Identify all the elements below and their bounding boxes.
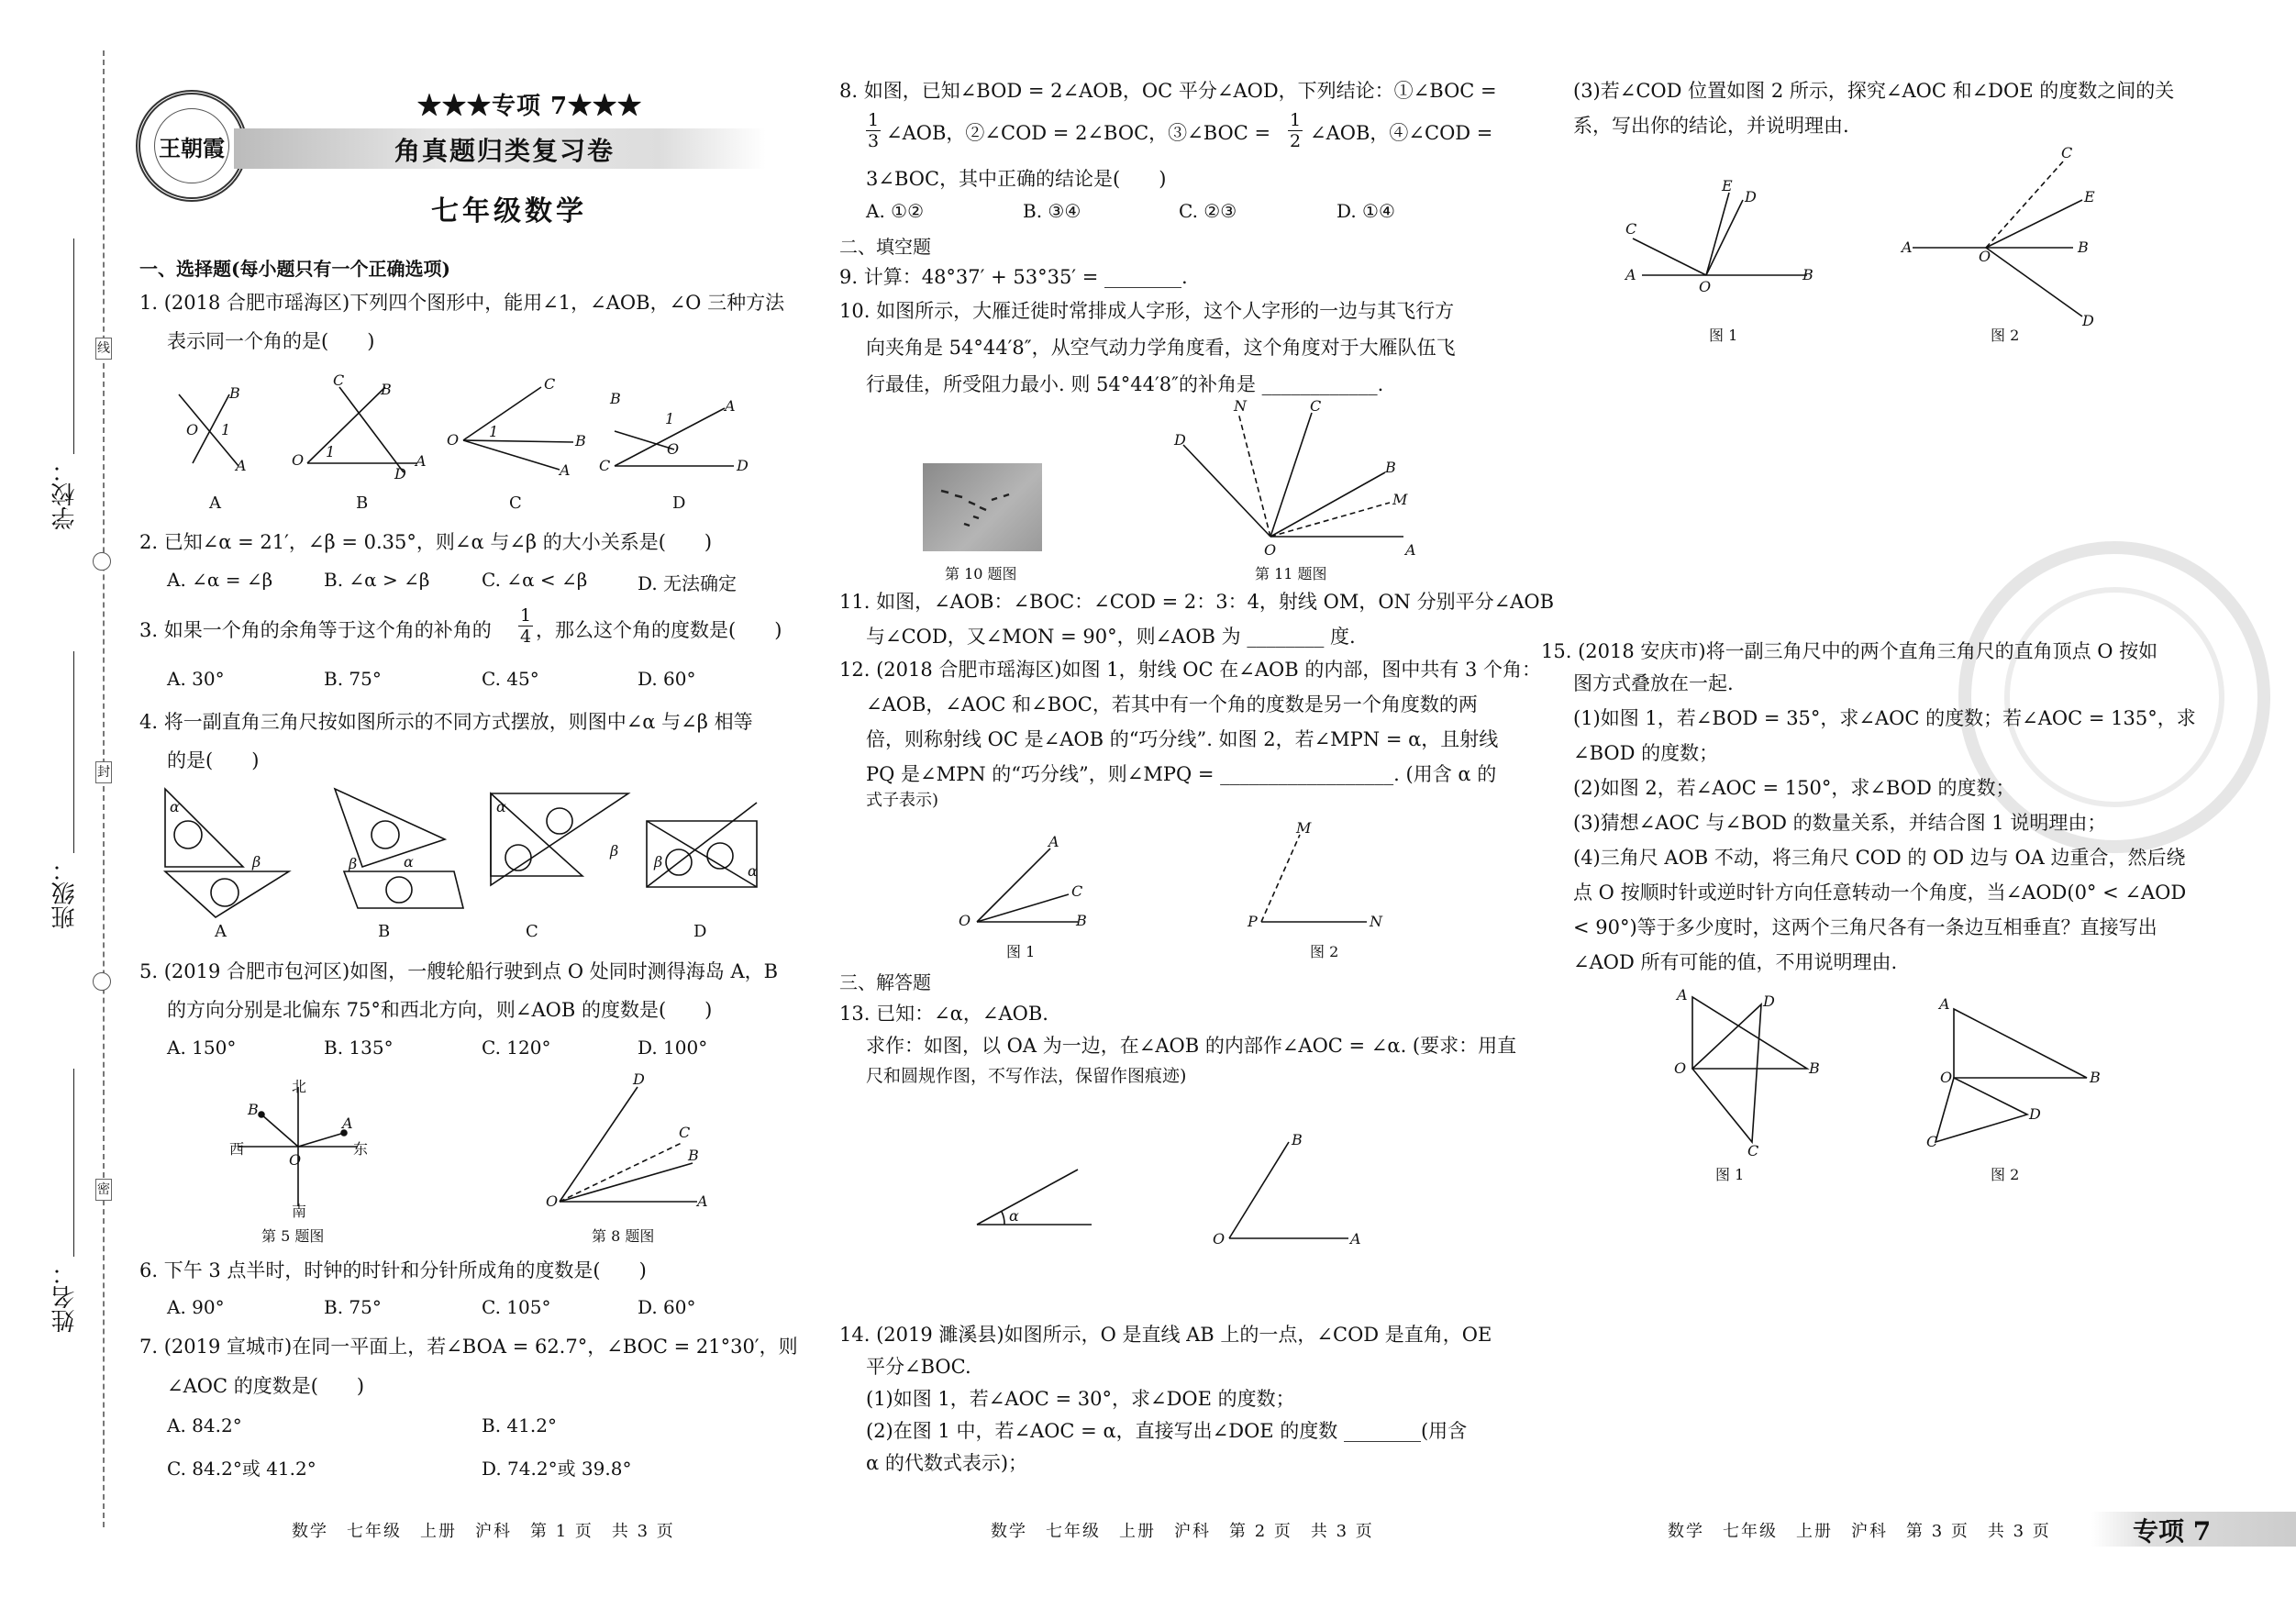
footer-page-1: 数学 七年级 上册 沪科 第 1 页 共 3 页 bbox=[292, 1522, 675, 1541]
name-line bbox=[73, 1069, 74, 1257]
svg-text:O: O bbox=[667, 440, 680, 458]
svg-text:C: C bbox=[544, 375, 556, 393]
q6-line1: 6. 下午 3 点半时，时钟的时针和分针所成角的度数是( ) bbox=[139, 1259, 647, 1281]
svg-text:O: O bbox=[289, 1151, 302, 1169]
svg-text:O: O bbox=[1940, 1069, 1953, 1086]
q1-label-c: C bbox=[509, 494, 522, 513]
footer-tag: 专项 7 bbox=[2133, 1516, 2212, 1547]
svg-text:A: A bbox=[236, 457, 247, 474]
q8-line2b: ∠AOB，④∠COD = bbox=[1310, 122, 1493, 144]
svg-text:1: 1 bbox=[326, 443, 336, 460]
q15-caption-2: 图 2 bbox=[1991, 1166, 2020, 1183]
page-subtitle: 七年级数学 bbox=[431, 195, 587, 227]
svg-text:N: N bbox=[1234, 397, 1247, 415]
svg-text:C: C bbox=[1310, 397, 1322, 415]
q1-label-a: A bbox=[209, 494, 221, 513]
svg-text:O: O bbox=[1264, 541, 1277, 559]
q12-caption-2: 图 2 bbox=[1310, 943, 1339, 960]
name-label: 姓名： bbox=[51, 1261, 79, 1333]
svg-text:B: B bbox=[1076, 912, 1087, 929]
svg-text:E: E bbox=[2084, 188, 2095, 205]
q4-figures bbox=[161, 784, 784, 922]
q3-fraction bbox=[518, 605, 533, 647]
svg-text:β: β bbox=[349, 855, 358, 872]
q10-line3: 行最佳，所受阻力最小. 则 54°44′8″的补角是 ____________. bbox=[866, 373, 1384, 395]
svg-text:O: O bbox=[1699, 278, 1712, 295]
q8-option-c: C. ②③ bbox=[1179, 200, 1237, 222]
q15-line6: (3)猜想∠AOC 与∠BOD 的数量关系，并结合图 1 说明理由； bbox=[1573, 812, 2107, 834]
q1-label-b: B bbox=[356, 494, 369, 513]
q7-option-c: C. 84.2°或 41.2° bbox=[167, 1458, 316, 1480]
q5-line2: 的方向分别是北偏东 75°和西北方向，则∠AOB 的度数是( ) bbox=[167, 999, 713, 1021]
q10-line1: 10. 如图所示，大雁迁徙时常排成人字形，这个人字形的一边与其飞行方 bbox=[839, 300, 1455, 322]
svg-text:B: B bbox=[610, 390, 621, 407]
q5-option-c: C. 120° bbox=[482, 1037, 551, 1059]
svg-text:C: C bbox=[2061, 144, 2073, 161]
q5-dir-east: 东 bbox=[353, 1140, 369, 1158]
q5-dir-north: 北 bbox=[292, 1078, 307, 1095]
section-choice: 一、选择题(每小题只有一个正确选项) bbox=[139, 258, 450, 280]
svg-text:α: α bbox=[170, 798, 180, 815]
class-label: 班级： bbox=[51, 858, 79, 929]
svg-text:β: β bbox=[654, 853, 663, 871]
svg-text:P: P bbox=[1248, 913, 1258, 930]
svg-text:β: β bbox=[610, 842, 619, 859]
series-label: ★★★专项 7★★★ bbox=[417, 93, 643, 120]
q4-line1: 4. 将一副直角三角尺按如图所示的不同方式摆放，则图中∠α 与∠β 相等 bbox=[139, 711, 753, 733]
svg-text:B: B bbox=[2090, 1069, 2101, 1086]
q8-line3: 3∠BOC，其中正确的结论是( ) bbox=[866, 168, 1167, 190]
svg-text:A: A bbox=[1350, 1230, 1361, 1248]
q3-line1b: ，那么这个角的度数是( ) bbox=[536, 619, 782, 641]
watermark-seal-inner bbox=[2004, 587, 2224, 807]
q8-option-d: D. ①④ bbox=[1337, 200, 1395, 222]
svg-text:M: M bbox=[1296, 819, 1312, 837]
svg-text:C: C bbox=[1625, 220, 1637, 238]
q14-figure-1 bbox=[1614, 174, 1825, 294]
svg-text:O: O bbox=[959, 912, 971, 929]
svg-text:O: O bbox=[546, 1192, 559, 1210]
q8-fraction-2: 1 2 bbox=[1289, 110, 1302, 151]
q8-fraction-1: 1 3 bbox=[867, 110, 880, 151]
q2-option-b: B. ∠α > ∠β bbox=[324, 569, 430, 591]
q15-caption-1: 图 1 bbox=[1715, 1166, 1745, 1183]
q12-caption-1: 图 1 bbox=[1006, 943, 1036, 960]
footer-page-2: 数学 七年级 上册 沪科 第 2 页 共 3 页 bbox=[991, 1522, 1374, 1541]
svg-text:C: C bbox=[1926, 1133, 1938, 1150]
q6-option-a: A. 90° bbox=[167, 1296, 225, 1318]
svg-text:B: B bbox=[1385, 459, 1396, 476]
binding-mark-seal: 封 bbox=[95, 761, 112, 783]
svg-text:α: α bbox=[1009, 1207, 1019, 1225]
svg-text:D: D bbox=[1745, 188, 1757, 205]
q1-line1: 1. (2018 合肥市瑶海区)下列四个图形中，能用∠1，∠AOB，∠O 三种方法 bbox=[139, 292, 785, 314]
q3-option-b: B. 75° bbox=[324, 668, 382, 690]
q7-line2: ∠AOC 的度数是( ) bbox=[167, 1375, 365, 1397]
section-fill: 二、填空题 bbox=[839, 236, 931, 258]
q8-option-b: B. ③④ bbox=[1023, 200, 1081, 222]
svg-text:B: B bbox=[2078, 238, 2089, 256]
svg-text:A: A bbox=[416, 452, 427, 470]
q14-caption-2: 图 2 bbox=[1991, 327, 2020, 344]
svg-text:B: B bbox=[229, 384, 240, 402]
binding-mark-secret: 密 bbox=[95, 1179, 112, 1201]
footer-page-3: 数学 七年级 上册 沪科 第 3 页 共 3 页 bbox=[1668, 1522, 2051, 1541]
svg-text:A: A bbox=[1939, 995, 1950, 1013]
svg-text:α: α bbox=[748, 862, 758, 880]
q13-angle-aob bbox=[1202, 1128, 1367, 1252]
q14-line3: (1)如图 1，若∠AOC = 30°，求∠DOE 的度数； bbox=[866, 1388, 1295, 1410]
svg-text:D: D bbox=[633, 1070, 645, 1088]
q10-line2: 向夹角是 54°44′8″，从空气动力学角度看，这个角度对于大雁队伍飞 bbox=[866, 337, 1456, 359]
q2-option-a: A. ∠α = ∠β bbox=[167, 569, 273, 591]
q2-option-d: D. 无法确定 bbox=[638, 572, 738, 594]
q13-angle-alpha bbox=[968, 1160, 1096, 1234]
svg-text:B: B bbox=[381, 381, 392, 398]
q14-line6: (3)若∠COD 位置如图 2 所示，探究∠AOC 和∠DOE 的度数之间的关 bbox=[1573, 80, 2175, 102]
q7-option-d: D. 74.2°或 39.8° bbox=[482, 1458, 632, 1480]
q2-option-c: C. ∠α < ∠β bbox=[482, 569, 588, 591]
svg-text:C: C bbox=[1071, 882, 1083, 900]
q4-label-c: C bbox=[526, 922, 538, 941]
q12-line4: PQ 是∠MPN 的“巧分线”，则∠MPQ = __________________. (用含 α 的 bbox=[866, 763, 1497, 785]
svg-text:D: D bbox=[394, 465, 406, 482]
q7-option-a: A. 84.2° bbox=[167, 1414, 242, 1436]
q14-line7: 系，写出你的结论，并说明理由. bbox=[1573, 115, 1849, 137]
svg-text:D: D bbox=[2082, 312, 2094, 329]
q5-dir-south: 南 bbox=[292, 1203, 307, 1220]
q1-label-d: D bbox=[672, 494, 686, 513]
logo-text: 王朝霞 bbox=[159, 135, 225, 161]
q3-option-c: C. 45° bbox=[482, 668, 539, 690]
q9-line1: 9. 计算：48°37′ + 53°35′ = ________. bbox=[839, 266, 1188, 288]
svg-text:C: C bbox=[599, 457, 611, 474]
svg-text:A: A bbox=[1625, 266, 1636, 283]
svg-text:O: O bbox=[1213, 1230, 1226, 1248]
svg-text:O: O bbox=[1979, 248, 1991, 265]
q12-line1: 12. (2018 合肥市瑶海区)如图 1，射线 OC 在∠AOB 的内部，图中共有 3 个角： bbox=[839, 659, 1542, 681]
svg-text:A: A bbox=[1902, 238, 1913, 256]
q5-line1: 5. (2019 合肥市包河区)如图，一艘轮船行驶到点 O 处同时测得海岛 A，B bbox=[139, 960, 779, 982]
svg-text:1: 1 bbox=[665, 410, 675, 427]
svg-text:A: A bbox=[1048, 833, 1059, 850]
q15-figure-2 bbox=[1926, 986, 2110, 1156]
q14-caption-1: 图 1 bbox=[1709, 327, 1738, 344]
svg-text:D: D bbox=[1174, 431, 1186, 449]
q12-line5: 式子表示) bbox=[866, 791, 939, 810]
q6-option-b: B. 75° bbox=[324, 1296, 382, 1318]
school-label: 学校： bbox=[51, 459, 79, 530]
svg-text:1: 1 bbox=[489, 423, 499, 440]
q6-option-d: D. 60° bbox=[638, 1296, 696, 1318]
q12-figure-2 bbox=[1234, 816, 1390, 931]
q8-figure bbox=[541, 1070, 715, 1220]
q5-dir-west: 西 bbox=[229, 1140, 245, 1158]
q3-line1a: 3. 如果一个角的余角等于这个角的补角的 bbox=[139, 619, 492, 641]
page-title: 角真题归类复习卷 bbox=[394, 136, 616, 166]
q6-option-c: C. 105° bbox=[482, 1296, 551, 1318]
q11-caption: 第 11 题图 bbox=[1255, 565, 1327, 582]
q14-figure-2 bbox=[1894, 144, 2105, 330]
svg-text:D: D bbox=[737, 457, 749, 474]
q3-option-a: A. 30° bbox=[167, 668, 225, 690]
q15-line7: (4)三角尺 AOB 不动，将三角尺 COD 的 OD 边与 OA 边重合，然后绕 bbox=[1573, 847, 2186, 869]
svg-text:O: O bbox=[447, 431, 460, 449]
q14-line1: 14. (2019 濉溪县)如图所示，O 是直线 AB 上的一点，∠COD 是直角，OE bbox=[839, 1324, 1492, 1346]
q15-line2: 图方式叠放在一起. bbox=[1573, 672, 1734, 694]
q4-line2: 的是( ) bbox=[167, 749, 260, 771]
svg-text:D: D bbox=[2029, 1105, 2041, 1123]
q15-line10: ∠AOD 所有可能的值，不用说明理由. bbox=[1573, 951, 1898, 973]
q13-line1: 13. 已知：∠α，∠AOB. bbox=[839, 1003, 1048, 1025]
q7-line1: 7. (2019 宣城市)在同一平面上，若∠BOA = 62.7°，∠BOC = 21°30′，则 bbox=[139, 1336, 798, 1358]
svg-text:O: O bbox=[1674, 1059, 1687, 1077]
q3-option-d: D. 60° bbox=[638, 668, 696, 690]
q14-line5: α 的代数式表示)； bbox=[866, 1452, 1028, 1474]
q13-line2: 求作：如图，以 OA 为一边，在∠AOB 的内部作∠AOC = ∠α. (要求：用直 bbox=[866, 1035, 1517, 1057]
q15-figure-1 bbox=[1660, 986, 1844, 1159]
svg-text:B: B bbox=[575, 432, 586, 449]
q1-figures bbox=[161, 367, 766, 482]
q2-line1: 2. 已知∠α = 21′，∠β = 0.35°，则∠α 与∠β 的大小关系是( ) bbox=[139, 531, 713, 553]
svg-text:D: D bbox=[1763, 993, 1775, 1010]
q5-option-a: A. 150° bbox=[167, 1037, 237, 1059]
svg-text:A: A bbox=[697, 1192, 708, 1210]
svg-text:A: A bbox=[560, 461, 571, 479]
q12-line2: ∠AOB，∠AOC 和∠BOC，若其中有一个角的度数是另一个角度数的两 bbox=[866, 693, 1478, 715]
binding-dot-2 bbox=[93, 972, 111, 991]
q5-option-d: D. 100° bbox=[638, 1037, 708, 1059]
q10-geese-icon bbox=[923, 463, 1042, 551]
q15-line5: (2)如图 2，若∠AOC = 150°，求∠BOD 的度数； bbox=[1573, 777, 2015, 799]
q11-figure bbox=[1165, 394, 1422, 559]
class-line bbox=[73, 651, 74, 853]
svg-text:M: M bbox=[1392, 491, 1408, 508]
q3-fraction-den: 4 bbox=[519, 627, 532, 647]
svg-text:C: C bbox=[333, 372, 345, 389]
svg-text:A: A bbox=[1405, 541, 1416, 559]
q4-label-a: A bbox=[215, 922, 227, 941]
svg-text:1: 1 bbox=[221, 421, 231, 438]
q8-line2: ∠AOB，②∠COD = 2∠BOC，③∠BOC = bbox=[886, 122, 1271, 144]
svg-text:α: α bbox=[496, 798, 506, 815]
svg-text:N: N bbox=[1370, 913, 1382, 930]
svg-text:C: C bbox=[679, 1124, 691, 1141]
svg-text:B: B bbox=[248, 1101, 259, 1118]
q4-label-d: D bbox=[693, 922, 707, 941]
q15-line3: (1)如图 1，若∠BOD = 35°，求∠AOC 的度数；若∠AOC = 135°，求 bbox=[1573, 707, 2196, 729]
q11-line2: 与∠COD，又∠MON = 90°，则∠AOB 为 ________ 度. bbox=[866, 626, 1356, 648]
q8-line1: 8. 如图，已知∠BOD = 2∠AOB，OC 平分∠AOD，下列结论：①∠BOC = bbox=[839, 80, 1497, 102]
q15-line4: ∠BOD 的度数； bbox=[1573, 742, 1719, 764]
q15-line8: 点 O 按顺时针或逆时针方向任意转动一个角度，当∠AOD(0° < ∠AOD bbox=[1573, 882, 2187, 904]
svg-text:B: B bbox=[1292, 1131, 1303, 1148]
q12-line3: 倍，则称射线 OC 是∠AOB 的“巧分线”. 如图 2，若∠MPN = α，且射线 bbox=[866, 728, 1499, 750]
school-line bbox=[73, 238, 74, 454]
section-solve: 三、解答题 bbox=[839, 971, 931, 993]
q14-line4: (2)在图 1 中，若∠AOC = α，直接写出∠DOE 的度数 ________(用含 bbox=[866, 1420, 1468, 1442]
q15-line9: < 90°)等于多少度时，这两个三角尺各有一条边互相垂直？直接写出 bbox=[1573, 916, 2157, 938]
q3-fraction-num: 1 bbox=[519, 605, 532, 626]
q8-option-a: A. ①② bbox=[866, 200, 925, 222]
q4-label-b: B bbox=[378, 922, 391, 941]
q11-line1: 11. 如图，∠AOB：∠BOC：∠COD = 2：3：4，射线 OM，ON 分别平分∠AOB bbox=[839, 591, 1554, 613]
q14-line2: 平分∠BOC. bbox=[866, 1356, 971, 1378]
svg-text:C: C bbox=[1747, 1142, 1759, 1159]
svg-text:A: A bbox=[342, 1115, 353, 1132]
q13-line3: 尺和圆规作图，不写作法，保留作图痕迹) bbox=[866, 1066, 1187, 1086]
svg-text:O: O bbox=[292, 451, 305, 469]
q15-line1: 15. (2018 安庆市)将一副三角尺中的两个直角三角尺的直角顶点 O 按如 bbox=[1541, 640, 2158, 662]
svg-text:B: B bbox=[1809, 1059, 1820, 1077]
q5-caption: 第 5 题图 bbox=[261, 1227, 325, 1245]
q8-caption: 第 8 题图 bbox=[592, 1227, 655, 1245]
q12-figure-1 bbox=[949, 830, 1105, 931]
binding-dot-1 bbox=[93, 552, 111, 571]
svg-text:E: E bbox=[1722, 177, 1733, 194]
svg-text:β: β bbox=[252, 853, 261, 871]
q1-line2: 表示同一个角的是( ) bbox=[167, 330, 375, 352]
q7-option-b: B. 41.2° bbox=[482, 1414, 557, 1436]
q5-option-b: B. 135° bbox=[324, 1037, 394, 1059]
svg-text:B: B bbox=[688, 1147, 699, 1164]
svg-text:α: α bbox=[404, 853, 414, 871]
svg-text:B: B bbox=[1802, 266, 1814, 283]
svg-text:O: O bbox=[186, 421, 199, 438]
binding-line bbox=[103, 50, 105, 1527]
binding-mark-line: 线 bbox=[95, 338, 112, 360]
svg-text:A: A bbox=[725, 397, 736, 415]
svg-text:A: A bbox=[1677, 986, 1688, 1004]
q10-caption: 第 10 题图 bbox=[945, 565, 1017, 582]
